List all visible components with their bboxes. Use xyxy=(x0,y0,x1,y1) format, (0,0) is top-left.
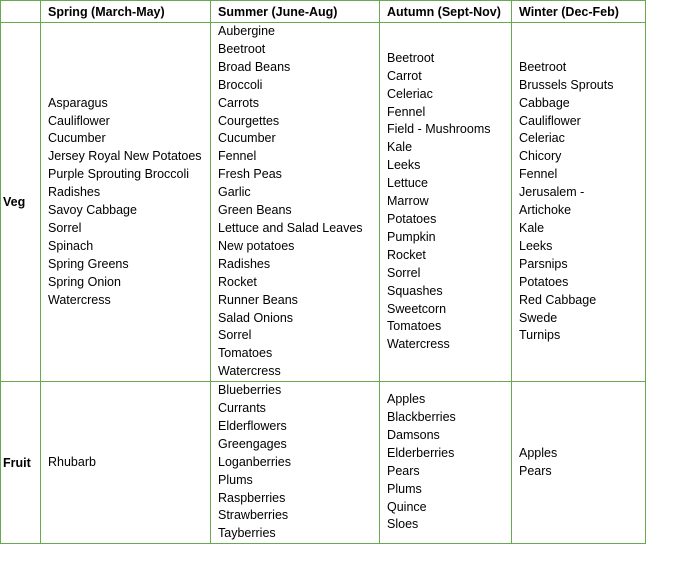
produce-item: Beetroot xyxy=(218,41,266,56)
produce-item: Rocket xyxy=(387,247,426,262)
produce-item: Sloes xyxy=(387,517,419,532)
produce-item: Cauliflower xyxy=(48,113,110,128)
produce-item: Runner Beans xyxy=(218,292,298,307)
veg-autumn-cell xyxy=(380,23,512,382)
produce-item: Leeks xyxy=(387,158,421,173)
column-header-winter: Winter (Dec-Feb) xyxy=(512,1,646,23)
produce-item: Celeriac xyxy=(519,131,565,146)
produce-item: Lettuce and Salad Leaves xyxy=(218,220,363,235)
produce-item: Carrots xyxy=(218,95,259,110)
produce-item: Broad Beans xyxy=(218,59,291,74)
produce-item: Sweetcorn xyxy=(387,301,447,316)
row-header-fruit: Fruit xyxy=(1,382,41,544)
column-header-summer: Summer (June-Aug) xyxy=(211,1,380,23)
column-header-spring: Spring (March-May) xyxy=(41,1,211,23)
produce-item: Cucumber xyxy=(48,131,106,146)
produce-item: Tomatoes xyxy=(218,346,273,361)
produce-item: Fennel xyxy=(387,104,426,119)
produce-item: Raspberries xyxy=(218,490,286,505)
produce-item: Field - Mushrooms xyxy=(387,122,491,137)
produce-item: Swede xyxy=(519,310,558,325)
produce-item: Cabbage xyxy=(519,95,570,110)
veg-summer-cell xyxy=(211,23,380,382)
produce-item: Broccoli xyxy=(218,77,263,92)
produce-item: Cauliflower xyxy=(519,113,581,128)
produce-item: Jerusalem - xyxy=(519,185,585,200)
produce-item: Cucumber xyxy=(218,131,276,146)
produce-item: Tomatoes xyxy=(387,319,442,334)
produce-item: Sorrel xyxy=(387,265,421,280)
produce-item: Artichoke xyxy=(519,203,572,218)
produce-item: Fennel xyxy=(519,167,558,182)
produce-item: Lettuce xyxy=(387,176,429,191)
produce-item: Rhubarb xyxy=(48,454,96,469)
produce-item: Apples xyxy=(519,445,558,460)
produce-item: Asparagus xyxy=(48,95,108,110)
produce-item: Carrot xyxy=(387,68,422,83)
produce-item: Apples xyxy=(387,392,426,407)
produce-item: Pears xyxy=(519,463,552,478)
produce-item: Blackberries xyxy=(387,409,456,424)
produce-item: Pumpkin xyxy=(387,229,436,244)
produce-item: Loganberries xyxy=(218,454,291,469)
produce-item: Pears xyxy=(387,463,420,478)
produce-item: Plums xyxy=(218,472,253,487)
produce-item: Sorrel xyxy=(218,328,252,343)
produce-item: Red Cabbage xyxy=(519,292,597,307)
produce-item: Celeriac xyxy=(387,86,433,101)
produce-item: Savoy Cabbage xyxy=(48,203,137,218)
produce-item: Garlic xyxy=(218,185,251,200)
produce-item: Turnips xyxy=(519,328,561,343)
produce-item: Strawberries xyxy=(218,508,289,523)
produce-item: Plums xyxy=(387,481,422,496)
produce-item: Spring Greens xyxy=(48,256,129,271)
fruit-autumn-cell xyxy=(380,382,512,544)
produce-item: Damsons xyxy=(387,427,440,442)
produce-item: Quince xyxy=(387,499,427,514)
fruit-row xyxy=(1,382,646,544)
produce-item: Kale xyxy=(519,220,545,235)
produce-item: Squashes xyxy=(387,283,443,298)
produce-item: Potatoes xyxy=(387,212,437,227)
produce-item: Fennel xyxy=(218,149,257,164)
produce-item: Potatoes xyxy=(519,274,569,289)
produce-item: New potatoes xyxy=(218,238,295,253)
produce-item: Tayberries xyxy=(218,526,276,541)
produce-item: Spring Onion xyxy=(48,274,121,289)
produce-item: Courgettes xyxy=(218,113,280,128)
produce-item: Watercress xyxy=(387,337,450,352)
produce-item: Elderberries xyxy=(387,445,455,460)
produce-item: Purple Sprouting Broccoli xyxy=(48,167,190,182)
produce-item: Leeks xyxy=(519,238,553,253)
produce-item: Chicory xyxy=(519,149,562,164)
produce-item: Fresh Peas xyxy=(218,167,282,182)
produce-item: Kale xyxy=(387,140,413,155)
row-header-veg: Veg xyxy=(1,23,41,382)
fruit-winter-cell xyxy=(512,382,646,544)
produce-item: Beetroot xyxy=(387,50,435,65)
produce-item: Radishes xyxy=(48,185,101,200)
produce-item: Beetroot xyxy=(519,59,567,74)
produce-item: Brussels Sprouts xyxy=(519,77,614,92)
header-row xyxy=(1,1,646,23)
produce-item: Parsnips xyxy=(519,256,568,271)
column-header-autumn: Autumn (Sept-Nov) xyxy=(380,1,512,23)
produce-item: Currants xyxy=(218,401,266,416)
fruit-spring-cell xyxy=(41,382,211,544)
produce-item: Salad Onions xyxy=(218,310,294,325)
corner-cell xyxy=(1,1,41,23)
produce-item: Green Beans xyxy=(218,203,292,218)
produce-item: Rocket xyxy=(218,274,257,289)
veg-row xyxy=(1,23,646,382)
fruit-summer-cell xyxy=(211,382,380,544)
produce-item: Jersey Royal New Potatoes xyxy=(48,149,202,164)
produce-item: Spinach xyxy=(48,238,94,253)
produce-item: Watercress xyxy=(218,364,281,379)
produce-item: Greengages xyxy=(218,436,287,451)
produce-item: Aubergine xyxy=(218,24,275,38)
produce-item: Sorrel xyxy=(48,220,82,235)
produce-item: Marrow xyxy=(387,194,429,209)
veg-winter-cell xyxy=(512,23,646,382)
veg-spring-cell xyxy=(41,23,211,382)
produce-item: Blueberries xyxy=(218,383,282,398)
produce-item: Elderflowers xyxy=(218,418,287,433)
produce-item: Radishes xyxy=(218,256,271,271)
produce-item: Watercress xyxy=(48,292,111,307)
